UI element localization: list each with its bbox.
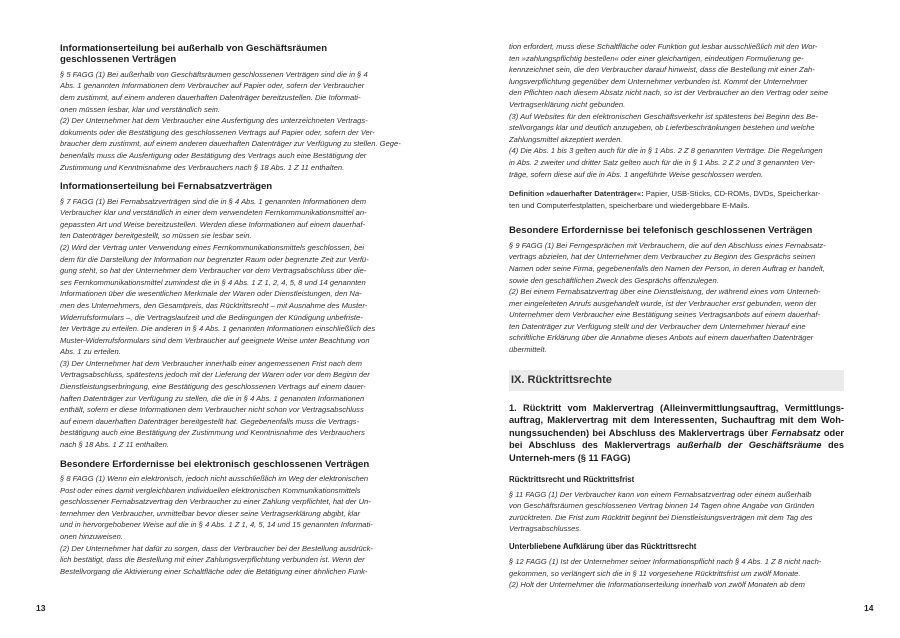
- page-number-left: 13: [36, 603, 46, 613]
- section-title-phone-contracts: Besondere Erfordernisse bei telefonisch geschlossenen Verträgen: [509, 225, 813, 237]
- paragraph-par12: § 12 FAGG (1) Ist der Unternehmer seiner Informationspflicht nach § 4 Abs. 1 Z 8 nicht nach- gekommen, so verlängert sich die in § 11 vorgesehene Rücktrittsfrist um zwölf Monate. (2) Holt der Unternehmer die Informationserteilung innerhalb von zwölf Monaten ab dem: [509, 557, 822, 590]
- section-title-distance-contracts: Informationserteilung bei Fernabsatzverträgen: [60, 181, 273, 193]
- paragraph-par7-3: (3) Der Unternehmer hat dem Verbraucher innerhalb einer angemessenen Frist nach dem Vertragsabschluss, spätestens jedoch mit der Lieferung der Waren oder vor dem Beginn der Dienstleistungserbringung, eine Bestätigung des geschlossenen Vertrags auf einem dauer- haften Datenträger zur Verfügung zu stellen, die die in § 4 Abs. 1 genannten Informationen enthält, sofern er diese Informationen dem Verbraucher nicht schon vor Vertragsabschluss auf einem dauerhaften Datenträger bereitgestellt hat. Gegebenenfalls muss die Vertrags- bestätigung auch eine Bestätigung der Zustimmung und Kenntnisnahme des Verbrauchers nach § 18 Abs. 1 Z 11 enthalten.: [60, 358, 370, 450]
- paragraph-par8-4: (4) Die Abs. 1 bis 3 gelten auch für die in § 1 Abs. 2 Z 8 genannten Verträge. Die Regelungen in Abs. 2 zweiter und dritter Satz gelten auch für die in § 1 Abs. 2 Z 2 und 3 genannten Ver- träge, sofern diese auf die in Abs. 1 angeführte Weise geschlossen werden.: [509, 146, 823, 179]
- subsection-title-withdrawal-broker-contract: 1. Rücktritt vom Maklervertrag (Alleinvermittlungsauftrag, Vermittlungs-auftrag, Maklervertrag mit dem Interessenten, Suchauftrag mit dem Woh-nungssuchenden) bei Abschluss des Maklervertrags über Fernabsatz oder bei Abschluss des Maklervertrags außerhalb der Geschäftsräume des Unterneh-mers (§ 11 FAGG): [509, 402, 845, 464]
- paragraph-par8-1: § 8 FAGG (1) Wenn ein elektronisch, jedoch nicht ausschließlich im Weg der elektronischen Post oder eines damit vergleichbaren individuellen elektronischen Kommunikationsmittels geschlossener Fernabsatzvertrag den Verbraucher zu einer Zahlung verpflichtet, hat der Un- ternehmer den Verbraucher, unmittelbar bevor dieser seine Vertragserklärung abgibt, klar und in hervorgehobener Weise auf die in § 4 Abs. 1 Z 1, 4, 5, 14 und 15 genannten Informati- onen hinzuweisen.: [60, 474, 373, 541]
- paragraph-par8-2-continued: tion erfordert, muss diese Schaltfläche oder Funktion gut lesbar ausschließlich mit den Wor- ten »zahlungspflichtig bestellen« oder einer gleichartigen, eindeutigen Formulierung ge- kennzeichnet sein, die den Verbraucher darauf hinweist, dass die Bestellung mit einer Zah- lungsverpflichtung gegenüber dem Unternehmer verbunden ist. Kommt der Unternehmer den Pflichten nach diesem Absatz nicht nach, so ist der Verbraucher an den Vertrag oder seine Vertragserklärung nicht gebunden.: [509, 42, 829, 109]
- right-page-column: [509, 0, 844, 591]
- paragraph-par5-1: § 5 FAGG (1) Bei außerhalb von Geschäftsräumen geschlossenen Verträgen sind die in § 4 Abs. 1 genannten Informationen dem Verbraucher auf Papier oder, sofern der Verbraucher dem zustimmt, auf einem anderen dauerhaften Datenträger bereitzustellen. Die Informati- onen müssen lesbar, klar und verständlich sein.: [60, 69, 368, 114]
- section-title-electronic-contracts: Besondere Erfordernisse bei elektronisch geschlossenen Verträgen: [60, 458, 370, 470]
- definition-durable-medium: Definition »dauerhafter Datenträger«: Papier, USB-Sticks, CD-ROMs, DVDs, Speicherkar- ten und Computerfestplatten, speicherbare und wiedergebbare E-Mails.: [509, 189, 821, 210]
- paragraph-par8-3: (3) Auf Websites für den elektronischen Geschäftsverkehr ist spätestens bei Beginn des Be- stellvorgangs klar und deutlich anzugeben, ob Lieferbeschränkungen bestehen und welche Zahlungsmittel akzeptiert werden.: [509, 111, 818, 144]
- left-page-column: [60, 0, 408, 577]
- paragraph-par9-2: (2) Bei einem Fernabsatzvertrag über eine Dienstleistung, der während eines vom Unterneh- mer eingeleiteten Anrufs ausgehandelt wurde, ist der Verbraucher erst gebunden, wenn der Unternehmer dem Verbraucher eine Bestätigung seines Vertragsanbots auf einem dauerhaf- ten Datenträger zur Verfügung stellt und der Verbraucher dem Unternehmer hierauf eine schriftliche Erklärung über die Annahme dieses Anbots auf einem dauerhaften Datenträger übermittelt.: [509, 287, 821, 355]
- paragraph-par11-1: § 11 FAGG (1) Der Verbraucher kann von einem Fernabsatzvertrag oder einem außerhalb von Geschäftsräumen geschlossenen Vertrag binnen 14 Tagen ohne Angabe von Gründen zurücktreten. Die Frist zum Rücktritt beginnt bei Dienstleistungsverträgen mit dem Tag des Vertragsabschlusses.: [509, 489, 815, 534]
- section-heading-withdrawal-rights: IX. Rücktrittsrechte: [509, 370, 844, 391]
- page-number-right: 14: [864, 603, 874, 613]
- paragraph-par7-1: § 7 FAGG (1) Bei Fernabsatzverträgen sind die in § 4 Abs. 1 genannten Informationen dem Verbraucher klar und verständlich in einer dem verwendeten Fernkommunikationsmittel an- gepassten Art und Weise bereitzustellen. Werden diese Informationen auf einem dauerhaf- ten Datenträger bereitgestellt, so müssen sie lesbar sein.: [60, 196, 367, 241]
- subheading-withdrawal-right-and-period: Rücktrittsrecht und Rücktrittsfrist: [509, 474, 635, 484]
- paragraph-par5-2: (2) Der Unternehmer hat dem Verbraucher eine Ausfertigung des unterzeichneten Vertrags- dokuments oder die Bestätigung des geschlossenen Vertrags auf Papier oder, sofern der Ver- braucher dem zustimmt, auf einem anderen dauerhaften Datenträger zur Verfügung zu stellen. Gege- benenfalls muss die Ausfertigung oder Bestätigung des Vertrags auch eine Bestätigung der Zustimmung und Kenntnisnahme des Verbrauchers nach § 18 Abs. 1 Z 11 enthalten.: [60, 116, 401, 172]
- section-title-offsite-contracts: Informationserteilung bei außerhalb von Geschäftsräumen geschlossenen Verträgen: [60, 43, 328, 66]
- paragraph-par8-2: (2) Der Unternehmer hat dafür zu sorgen, dass der Verbraucher bei der Bestellung ausdrück- lich bestätigt, dass die Bestellung mit einer Zahlungsverpflichtung verbunden ist. Wenn der Bestellvorgang die Aktivierung einer Schaltfläche oder die Betätigung einer ähnlichen Funk-: [60, 543, 373, 576]
- paragraph-par7-2: (2) Wird der Vertrag unter Verwendung eines Fernkommunikationsmittels geschlossen, bei dem für die Darstellung der Information nur begrenzter Raum oder begrenzte Zeit zur Verfü- gung steht, so hat der Unternehmer dem Verbraucher vor dem Vertragsabschluss über die- ses Fernkommunikationsmittel zumindest die in § 4 Abs. 1 Z 1, 2, 4, 5, 8 und 14 genannten Informationen über die wesentlichen Merkmale der Waren oder Dienstleistungen, den Na- men des Unternehmers, den Gesamtpreis, das Rücktrittsrecht – mit Ausnahme des Muster- Widerrufsformulars –, die Vertragslaufzeit und die Bedingungen der Kündigung unbefriste- ter Verträge zu erteilen. Die anderen in § 4 Abs. 1 genannten Informationen einschließlich des Muster-Widerrufsformulars sind dem Verbraucher auf geeignete Weise unter Beachtung von Abs. 1 zu erteilen.: [60, 242, 376, 357]
- paragraph-par9-1: § 9 FAGG (1) Bei Ferngesprächen mit Verbrauchern, die auf den Abschluss eines Fernabsatz- vertrags abzielen, hat der Unternehmer dem Verbraucher zu Beginn des Gesprächs seinen Namen oder seine Firma, gegebenenfalls den Namen der Person, in deren Auftrag er handelt, sowie den geschäftlichen Zweck des Gesprächs offenzulegen.: [509, 240, 826, 285]
- subheading-omitted-information: Unterbliebene Aufklärung über das Rücktrittsrecht: [509, 542, 697, 551]
